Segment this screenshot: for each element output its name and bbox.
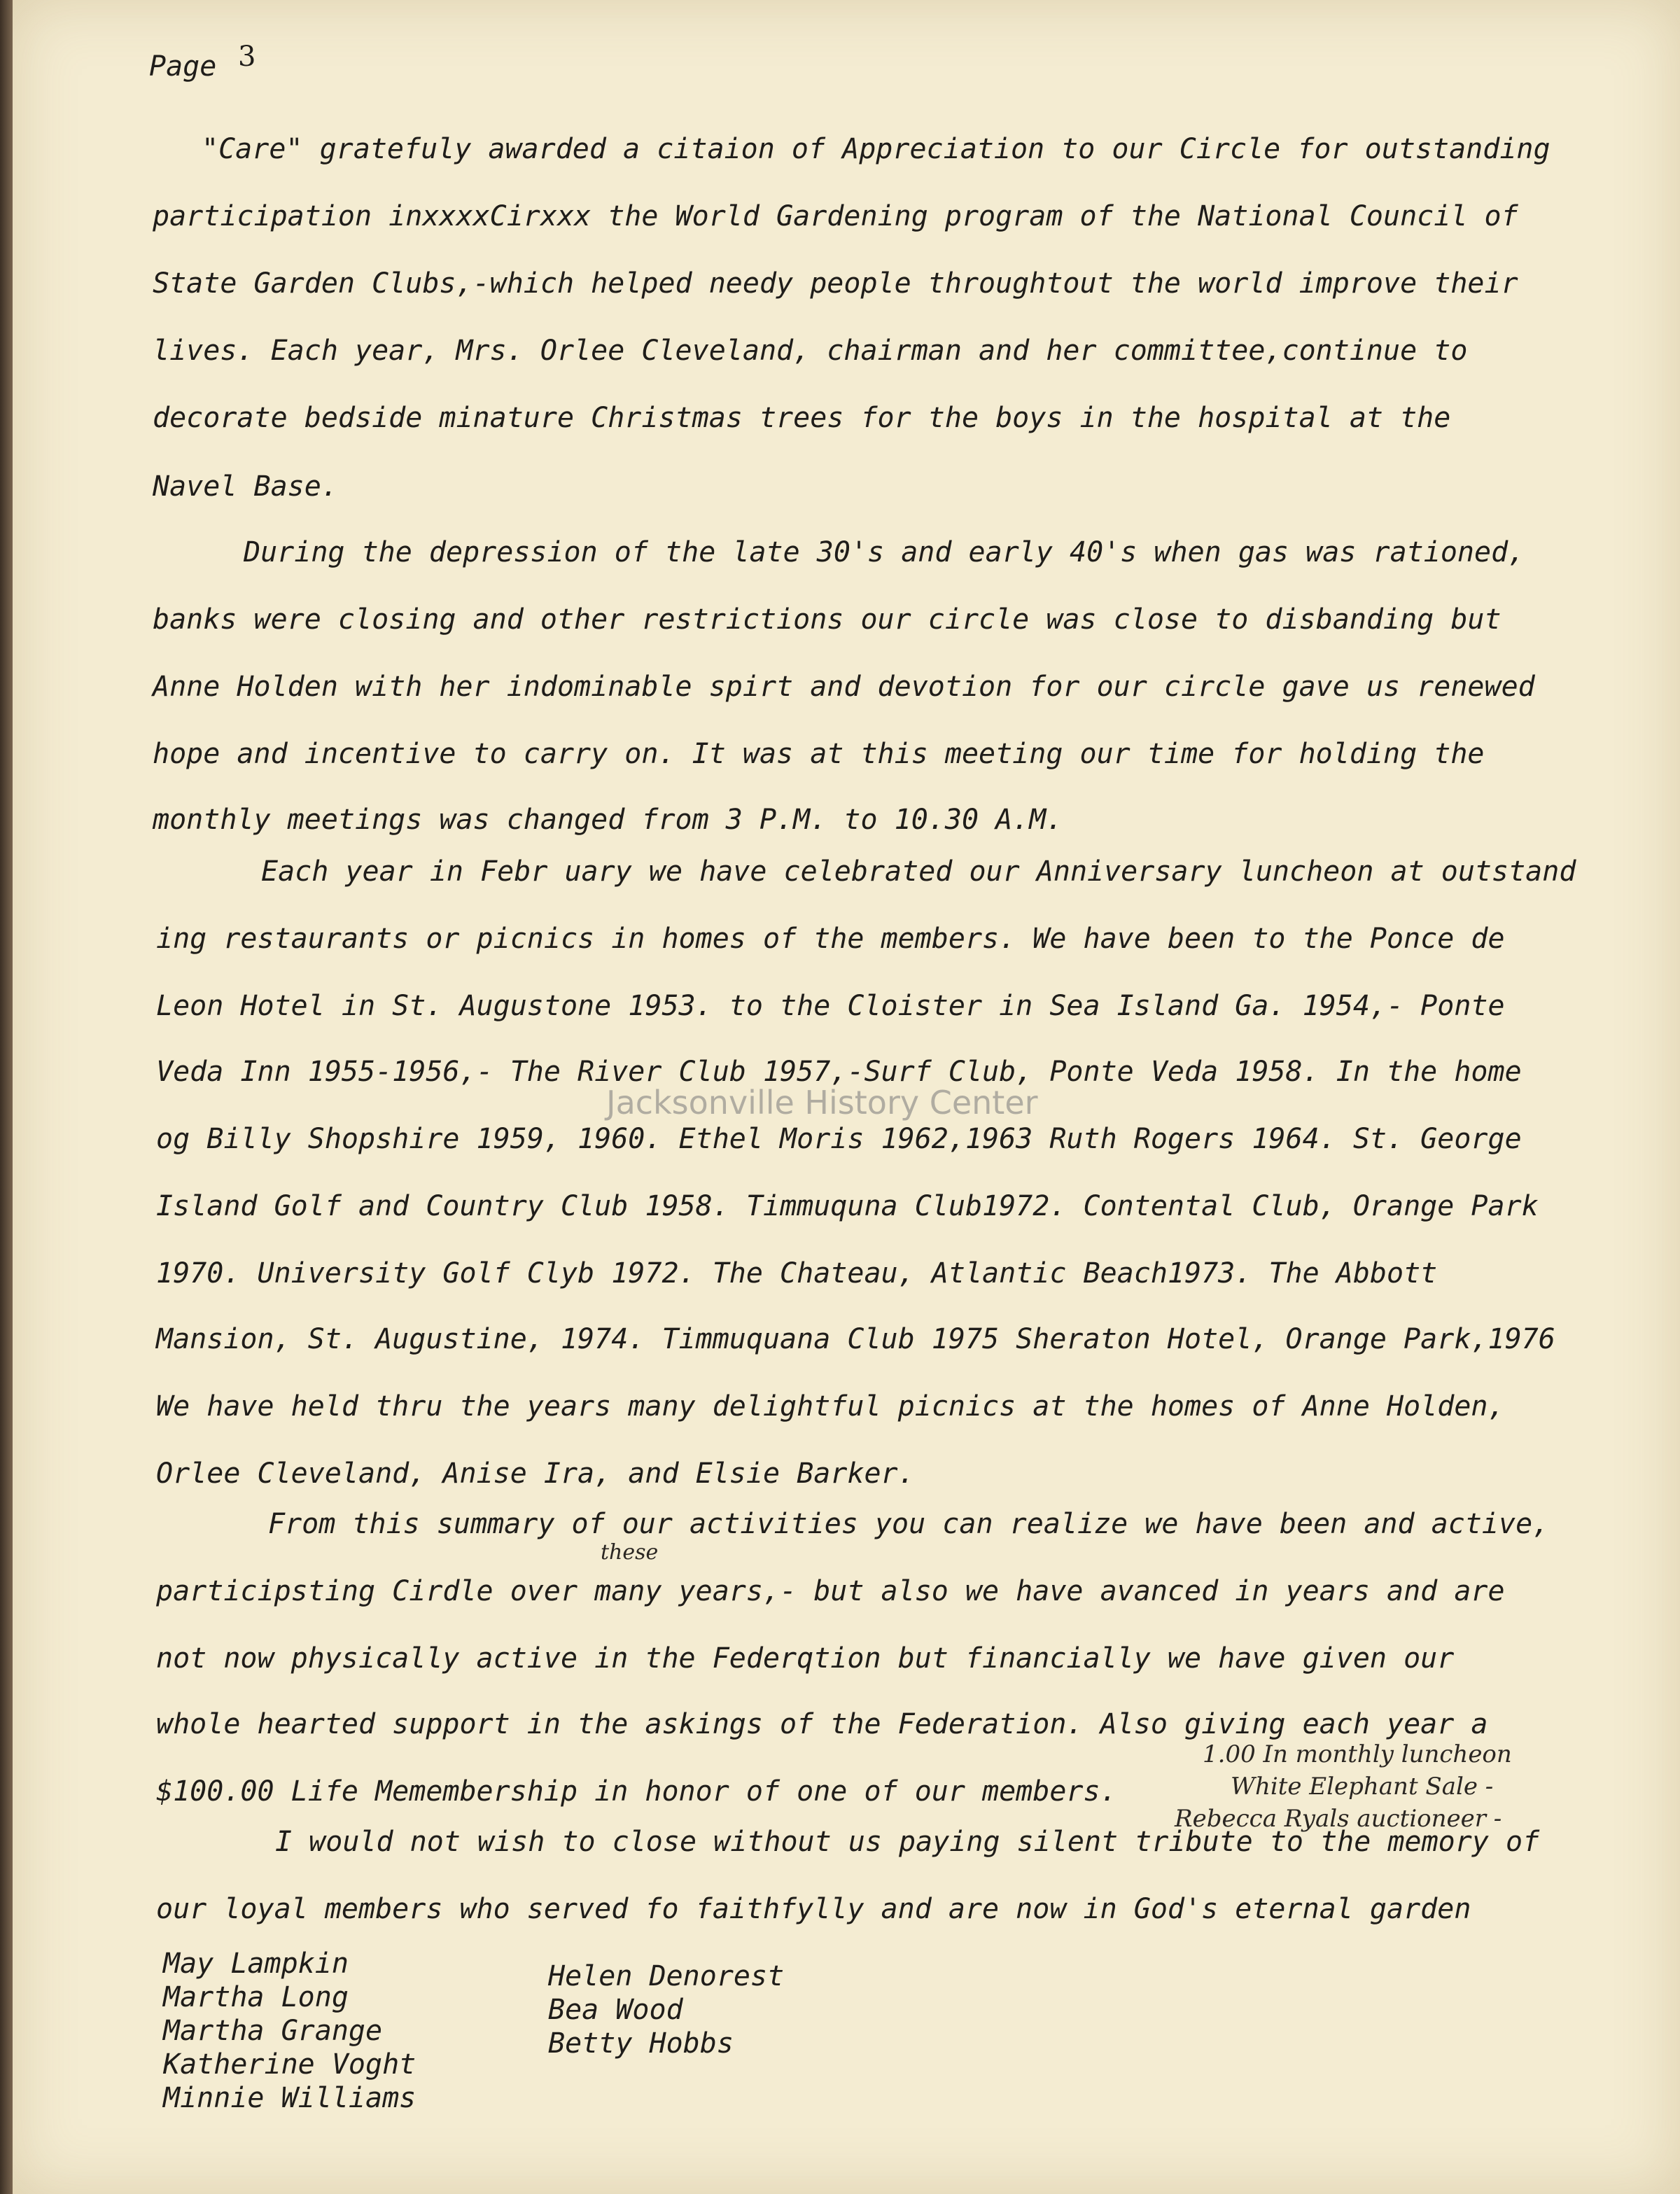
text-line: From this summary of our activities you can realize we have been and active, [268, 1508, 1550, 1540]
text-line: $100.00 Life Memembership in honor of one of our members. [156, 1775, 1117, 1808]
name-entry: Katherine Voght [163, 2048, 416, 2081]
page-number: 3 [238, 41, 256, 73]
text-line: Veda Inn 1955-1956,- The River Club 1957,-Surf Club, Ponte Veda 1958. In the home [156, 1056, 1522, 1088]
text-line: lives. Each year, Mrs. Orlee Cleveland, chairman and her committee,continue to [153, 335, 1468, 367]
name-entry: Helen Denorest [548, 1960, 785, 1992]
text-line: whole hearted support in the askings of the Federation. Also giving each year a [156, 1708, 1488, 1740]
handwritten-note: 1.00 In monthly luncheon [1203, 1740, 1512, 1768]
text-line: State Garden Clubs,-which helped needy people throughtout the world improve their [153, 267, 1518, 300]
text-line: I would not wish to close without us paying silent tribute to the memory of [275, 1826, 1540, 1858]
text-line: monthly meetings was changed from 3 P.M. to 10.30 A.M. [153, 804, 1063, 836]
text-line: Navel Base. [153, 470, 338, 503]
text-line: our loyal members who served fo faithfylly and are now in God's eternal garden [156, 1893, 1471, 1925]
handwritten-insert: these [601, 1540, 659, 1565]
text-line: Leon Hotel in St. Augustone 1953. to the Cloister in Sea Island Ga. 1954,- Ponte [156, 990, 1505, 1022]
name-entry: Betty Hobbs [548, 2027, 734, 2060]
name-entry: Minnie Williams [163, 2082, 416, 2114]
watermark: Jacksonville History Center [606, 1084, 1038, 1122]
text-line: "Care" gratefuly awarded a citaion of Appreciation to our Circle for outstanding [202, 133, 1550, 165]
text-line: banks were closing and other restrictions our circle was close to disbanding but [153, 603, 1502, 636]
text-line: 1970. University Golf Clyb 1972. The Chateau, Atlantic Beach1973. The Abbott [156, 1257, 1438, 1290]
name-entry: Martha Grange [163, 2015, 383, 2047]
page-label: Page [149, 50, 217, 83]
text-line: Island Golf and Country Club 1958. Timmuquna Club1972. Contental Club, Orange Park [156, 1190, 1539, 1222]
text-line: Each year in Febr uary we have celebrated our Anniversary luncheon at outstand [261, 855, 1576, 888]
document-page [13, 0, 1680, 2194]
text-line: We have held thru the years many delightful picnics at the homes of Anne Holden, [156, 1390, 1505, 1423]
scan-edge [0, 0, 13, 2194]
text-line: Orlee Cleveland, Anise Ira, and Elsie Barker. [156, 1458, 915, 1490]
name-entry: Bea Wood [548, 1994, 683, 2026]
text-line: not now physically active in the Federqtion but financially we have given our [156, 1642, 1455, 1675]
handwritten-note: White Elephant Sale - [1231, 1773, 1494, 1801]
text-line: ing restaurants or picnics in homes of the members. We have been to the Ponce de [156, 923, 1505, 955]
text-line: participation inxxxxCirxxx the World Gardening program of the National Council of [153, 200, 1518, 232]
name-entry: May Lampkin [163, 1948, 349, 1980]
handwritten-note: Rebecca Ryals auctioneer - [1175, 1805, 1502, 1833]
text-line: During the depression of the late 30's and early 40's when gas was rationed, [244, 536, 1525, 568]
text-line: participsting Cirdle over many years,- but also we have avanced in years and are [156, 1575, 1505, 1607]
text-line: Mansion, St. Augustine, 1974. Timmuquana Club 1975 Sheraton Hotel, Orange Park,1976 [156, 1323, 1555, 1355]
text-line: Anne Holden with her indominable spirt and devotion for our circle gave us renewed [153, 671, 1535, 703]
text-line: og Billy Shopshire 1959, 1960. Ethel Moris 1962,1963 Ruth Rogers 1964. St. George [156, 1123, 1522, 1155]
name-entry: Martha Long [163, 1981, 349, 2013]
text-line: hope and incentive to carry on. It was at this meeting our time for holding the [153, 738, 1485, 770]
text-line: decorate bedside minature Christmas trees for the boys in the hospital at the [153, 402, 1451, 434]
